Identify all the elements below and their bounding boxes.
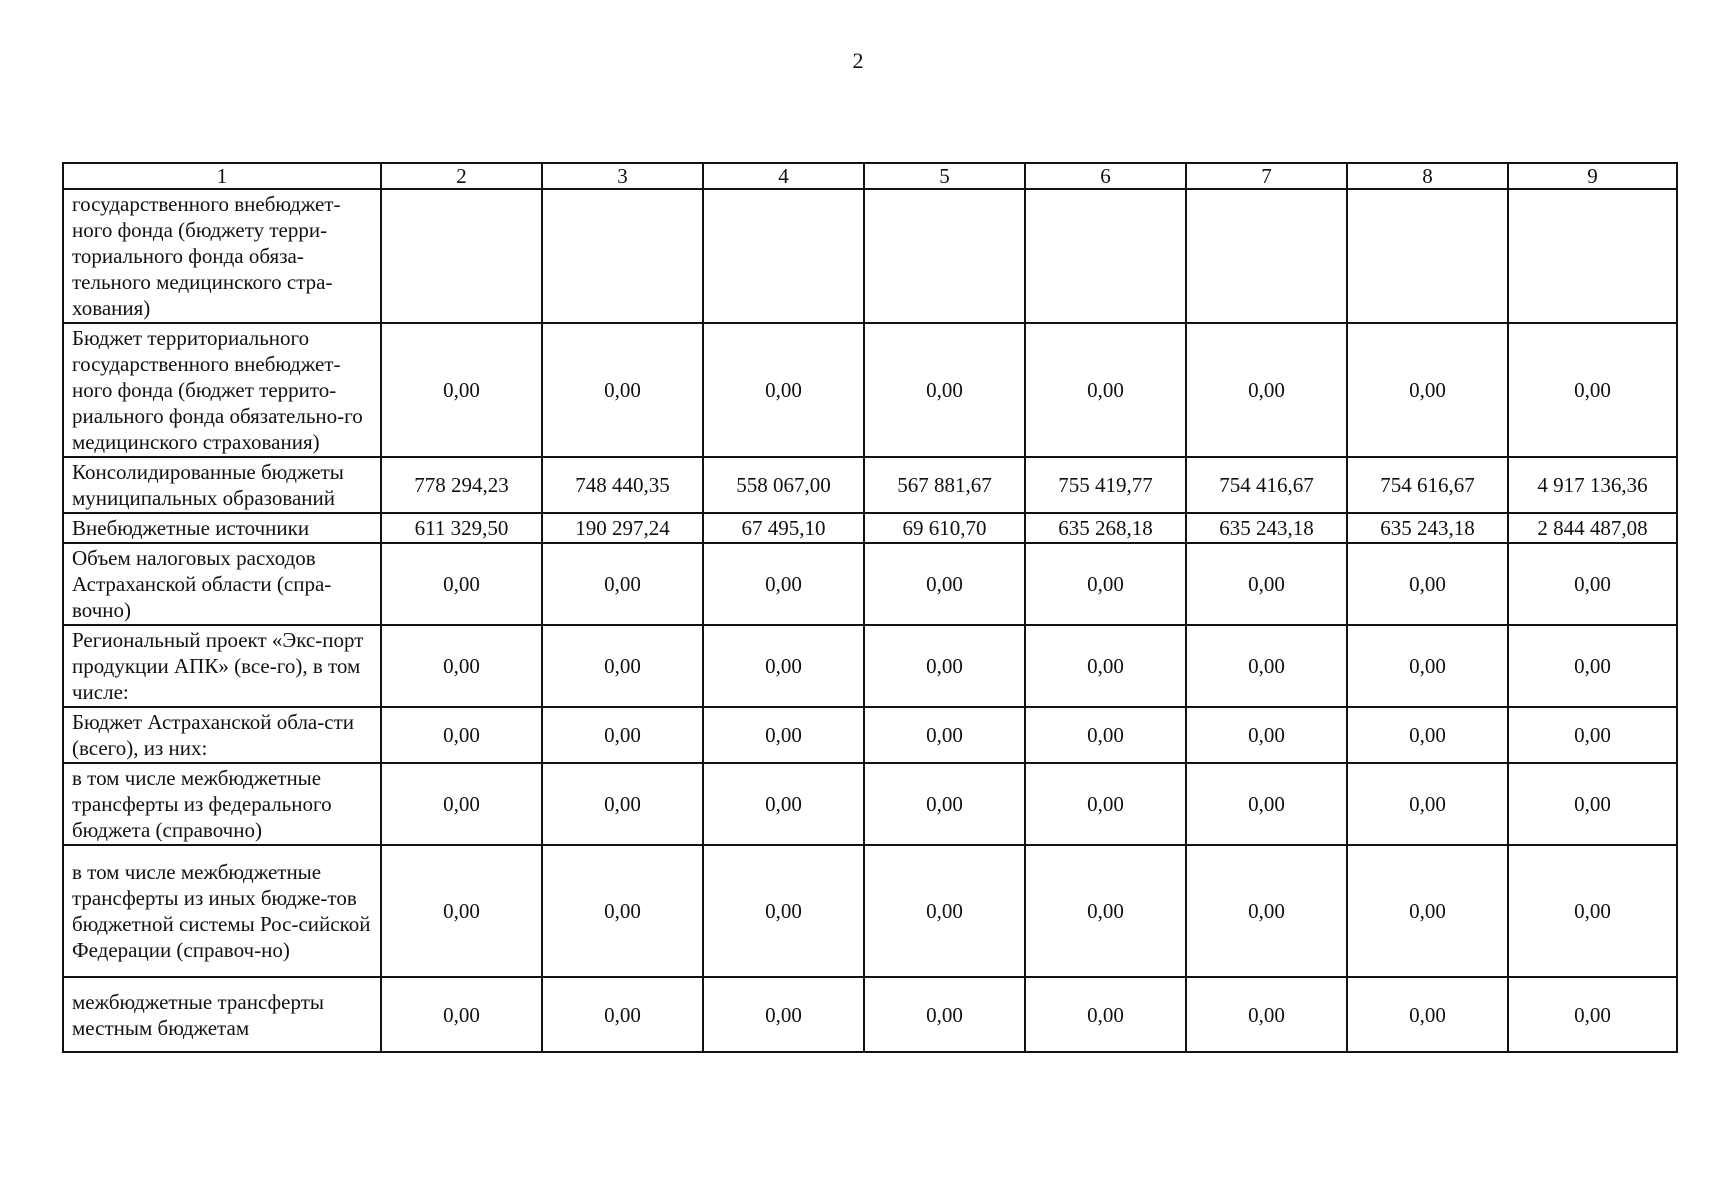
column-number: 8 bbox=[1347, 163, 1508, 189]
table-row bbox=[63, 977, 1677, 1052]
value-cell: 4 917 136,36 bbox=[1508, 457, 1677, 513]
budget-table bbox=[62, 162, 1678, 1053]
value-cell: 0,00 bbox=[542, 763, 703, 845]
value-cell: 0,00 bbox=[381, 977, 542, 1052]
value-cell: 0,00 bbox=[381, 625, 542, 707]
table-row bbox=[63, 707, 1677, 763]
value-cell: 0,00 bbox=[1025, 625, 1186, 707]
value-cell: 0,00 bbox=[1186, 543, 1347, 625]
column-number-row bbox=[63, 163, 1677, 189]
value-cell: 0,00 bbox=[1186, 625, 1347, 707]
value-cell: 0,00 bbox=[1025, 543, 1186, 625]
value-cell: 0,00 bbox=[864, 323, 1025, 457]
value-cell: 0,00 bbox=[864, 625, 1025, 707]
value-cell: 0,00 bbox=[1025, 763, 1186, 845]
value-cell: 754 616,67 bbox=[1347, 457, 1508, 513]
value-cell: 190 297,24 bbox=[542, 513, 703, 543]
value-cell: 748 440,35 bbox=[542, 457, 703, 513]
value-cell: 567 881,67 bbox=[864, 457, 1025, 513]
value-cell: 0,00 bbox=[381, 543, 542, 625]
value-cell: 0,00 bbox=[542, 323, 703, 457]
column-number: 1 bbox=[63, 163, 381, 189]
column-number: 9 bbox=[1508, 163, 1677, 189]
column-number: 7 bbox=[1186, 163, 1347, 189]
value-cell: 0,00 bbox=[542, 625, 703, 707]
value-cell bbox=[1508, 189, 1677, 323]
value-cell: 0,00 bbox=[864, 763, 1025, 845]
value-cell: 69 610,70 bbox=[864, 513, 1025, 543]
value-cell: 0,00 bbox=[703, 323, 864, 457]
row-label: в том числе межбюджетные трансферты из федерального бюджета (справочно) bbox=[63, 763, 381, 845]
value-cell bbox=[703, 189, 864, 323]
column-number: 5 bbox=[864, 163, 1025, 189]
value-cell: 0,00 bbox=[1347, 707, 1508, 763]
value-cell: 635 243,18 bbox=[1347, 513, 1508, 543]
value-cell bbox=[1025, 189, 1186, 323]
table-row bbox=[63, 323, 1677, 457]
value-cell: 0,00 bbox=[542, 977, 703, 1052]
table-row bbox=[63, 189, 1677, 323]
page-number: 2 bbox=[852, 48, 864, 73]
value-cell: 2 844 487,08 bbox=[1508, 513, 1677, 543]
value-cell: 0,00 bbox=[381, 323, 542, 457]
value-cell: 0,00 bbox=[1347, 977, 1508, 1052]
value-cell: 0,00 bbox=[1025, 977, 1186, 1052]
row-label: межбюджетные трансферты местным бюджетам bbox=[63, 977, 381, 1052]
value-cell: 0,00 bbox=[381, 707, 542, 763]
value-cell: 558 067,00 bbox=[703, 457, 864, 513]
table-row bbox=[63, 845, 1677, 977]
value-cell: 67 495,10 bbox=[703, 513, 864, 543]
value-cell: 0,00 bbox=[864, 707, 1025, 763]
row-label: Объем налоговых расходов Астраханской области (спра-вочно) bbox=[63, 543, 381, 625]
column-number: 4 bbox=[703, 163, 864, 189]
row-label: Региональный проект «Экс-порт продукции АПК» (все-го), в том числе: bbox=[63, 625, 381, 707]
value-cell: 0,00 bbox=[1025, 707, 1186, 763]
table-row bbox=[63, 625, 1677, 707]
value-cell: 0,00 bbox=[1186, 845, 1347, 977]
value-cell: 0,00 bbox=[1508, 323, 1677, 457]
row-label: Внебюджетные источники bbox=[63, 513, 381, 543]
column-number: 3 bbox=[542, 163, 703, 189]
value-cell: 0,00 bbox=[703, 845, 864, 977]
value-cell: 0,00 bbox=[1508, 625, 1677, 707]
table-row bbox=[63, 457, 1677, 513]
value-cell bbox=[1347, 189, 1508, 323]
value-cell: 635 268,18 bbox=[1025, 513, 1186, 543]
value-cell: 0,00 bbox=[381, 763, 542, 845]
value-cell: 0,00 bbox=[1508, 977, 1677, 1052]
value-cell: 0,00 bbox=[703, 977, 864, 1052]
value-cell: 0,00 bbox=[1508, 543, 1677, 625]
value-cell bbox=[381, 189, 542, 323]
value-cell: 0,00 bbox=[864, 845, 1025, 977]
table-row bbox=[63, 543, 1677, 625]
value-cell: 0,00 bbox=[1347, 323, 1508, 457]
value-cell bbox=[542, 189, 703, 323]
value-cell: 0,00 bbox=[1347, 625, 1508, 707]
value-cell: 0,00 bbox=[1025, 323, 1186, 457]
value-cell: 635 243,18 bbox=[1186, 513, 1347, 543]
value-cell: 0,00 bbox=[542, 707, 703, 763]
value-cell: 754 416,67 bbox=[1186, 457, 1347, 513]
value-cell: 0,00 bbox=[1186, 977, 1347, 1052]
value-cell bbox=[864, 189, 1025, 323]
value-cell: 611 329,50 bbox=[381, 513, 542, 543]
value-cell: 0,00 bbox=[1186, 323, 1347, 457]
value-cell: 755 419,77 bbox=[1025, 457, 1186, 513]
value-cell: 0,00 bbox=[864, 977, 1025, 1052]
value-cell: 0,00 bbox=[703, 625, 864, 707]
value-cell: 0,00 bbox=[1508, 845, 1677, 977]
value-cell: 0,00 bbox=[1025, 845, 1186, 977]
value-cell: 0,00 bbox=[864, 543, 1025, 625]
value-cell: 0,00 bbox=[1508, 707, 1677, 763]
row-label: государственного внебюджет-ного фонда (бюджету терри-ториального фонда обяза-тельного медицинского стра-хования) bbox=[63, 189, 381, 323]
value-cell bbox=[1186, 189, 1347, 323]
row-label: Бюджет Астраханской обла-сти (всего), из них: bbox=[63, 707, 381, 763]
value-cell: 778 294,23 bbox=[381, 457, 542, 513]
value-cell: 0,00 bbox=[1347, 845, 1508, 977]
row-label: в том числе межбюджетные трансферты из иных бюдже-тов бюджетной системы Рос-сийской Федерации (справоч-но) bbox=[63, 845, 381, 977]
row-label: Бюджет территориального государственного внебюджет-ного фонда (бюджет террито-риального фонда обязательно-го медицинского страхования) bbox=[63, 323, 381, 457]
row-label: Консолидированные бюджеты муниципальных образований bbox=[63, 457, 381, 513]
column-number: 6 bbox=[1025, 163, 1186, 189]
value-cell: 0,00 bbox=[1347, 543, 1508, 625]
value-cell: 0,00 bbox=[703, 763, 864, 845]
column-number: 2 bbox=[381, 163, 542, 189]
value-cell: 0,00 bbox=[1186, 707, 1347, 763]
value-cell: 0,00 bbox=[542, 543, 703, 625]
table-row bbox=[63, 763, 1677, 845]
value-cell: 0,00 bbox=[542, 845, 703, 977]
value-cell: 0,00 bbox=[381, 845, 542, 977]
value-cell: 0,00 bbox=[1186, 763, 1347, 845]
value-cell: 0,00 bbox=[703, 543, 864, 625]
table-row bbox=[63, 513, 1677, 543]
value-cell: 0,00 bbox=[1347, 763, 1508, 845]
value-cell: 0,00 bbox=[703, 707, 864, 763]
value-cell: 0,00 bbox=[1508, 763, 1677, 845]
